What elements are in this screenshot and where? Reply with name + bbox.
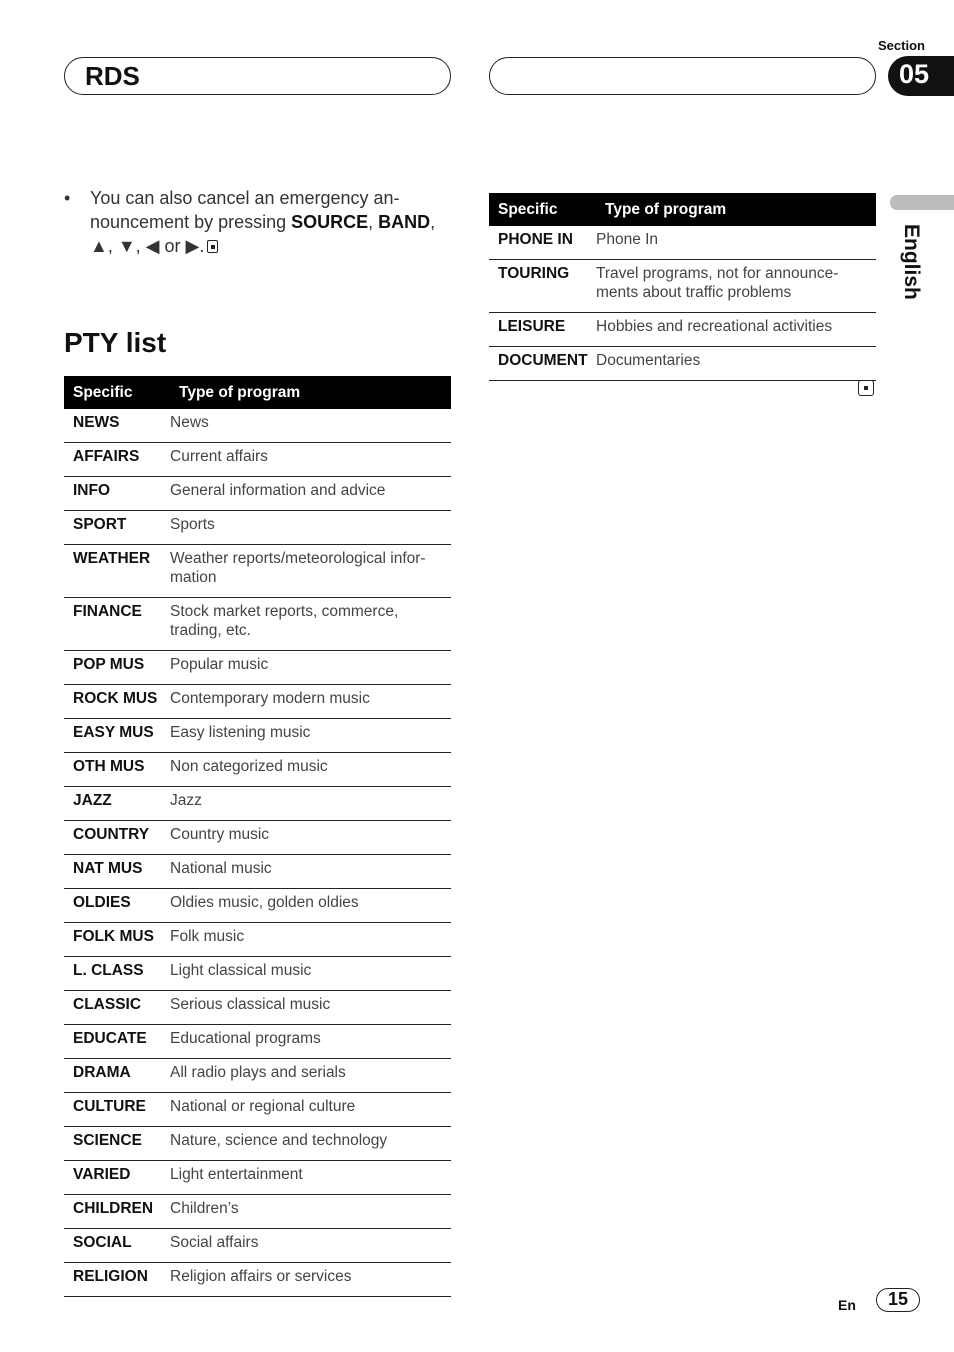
pty-code-cell (64, 1059, 170, 1093)
pty-description: National or regional culture (170, 1098, 356, 1115)
pty-description-cell (170, 753, 451, 787)
pty-description: Children’s (170, 1200, 239, 1217)
table-row (64, 1025, 451, 1059)
pty-code-cell (64, 1195, 170, 1229)
pty-description: Contemporary modern music (170, 690, 370, 707)
pty-code: TOURING (498, 265, 570, 282)
note-arrow-keys: ▲, ▼, ◀ or ▶. (90, 236, 205, 256)
pty-description: Light classical music (170, 962, 312, 979)
pty-code: COUNTRY (73, 826, 150, 843)
pty-description: Jazz (170, 792, 202, 809)
end-of-section-icon (858, 380, 874, 396)
pty-description: News (170, 414, 209, 431)
pty-code-cell (64, 821, 170, 855)
pty-code-cell (64, 545, 170, 598)
pty-code-cell (64, 477, 170, 511)
table-row (64, 1127, 451, 1161)
pty-code: VARIED (73, 1166, 131, 1183)
pty-code-cell (64, 923, 170, 957)
pty-code: RELIGION (73, 1268, 148, 1285)
table-row (64, 443, 451, 477)
pty-code: DOCUMENT (498, 352, 588, 369)
pty-description-cell (170, 1195, 451, 1229)
pty-description-cell (170, 409, 451, 443)
note-text-start: You can also cancel an emergency an- nouncement by pressing (90, 188, 400, 232)
header-blank-pill (489, 57, 876, 95)
pty-code: INFO (73, 482, 111, 499)
pty-code-cell (64, 991, 170, 1025)
pty-code: CHILDREN (73, 1200, 154, 1217)
pty-code: L. CLASS (73, 962, 144, 979)
table-row (64, 598, 451, 651)
pty-table-left (64, 376, 451, 1297)
emergency-cancel-note (64, 186, 454, 258)
pty-code: FINANCE (73, 603, 142, 620)
pty-code-cell (489, 313, 596, 347)
pty-description-cell (170, 1059, 451, 1093)
pty-code: OLDIES (73, 894, 131, 911)
pty-code: POP MUS (73, 656, 145, 673)
pty-description: Social affairs (170, 1234, 259, 1251)
language-tab-label: English (900, 224, 923, 300)
table-row (489, 260, 876, 313)
pty-description: Popular music (170, 656, 269, 673)
pty-code-cell (64, 1127, 170, 1161)
pty-code-cell (64, 511, 170, 545)
section-number: 05 (899, 59, 930, 89)
stop-icon (207, 240, 218, 253)
pty-code-cell (64, 443, 170, 477)
bullet-marker: • (64, 188, 71, 208)
pty-code: SPORT (73, 516, 127, 533)
section-label: Section (878, 38, 925, 53)
pty-description-cell (170, 1127, 451, 1161)
pty-description: All radio plays and serials (170, 1064, 346, 1081)
pty-description: Phone In (596, 231, 659, 248)
table-row (64, 1093, 451, 1127)
pty-description: Light entertainment (170, 1166, 303, 1183)
pty-description-cell (170, 1161, 451, 1195)
pty-description-cell (596, 226, 876, 260)
pty-description: Weather reports/meteorological infor- mation (170, 550, 426, 586)
pty-description-cell (170, 511, 451, 545)
pty-description-cell (170, 1229, 451, 1263)
pty-description: Oldies music, golden oldies (170, 894, 359, 911)
table-row (64, 957, 451, 991)
pty-description: National music (170, 860, 272, 877)
pty-description-cell (170, 685, 451, 719)
column-header-type: Type of program (170, 376, 451, 409)
pty-code: JAZZ (73, 792, 112, 809)
pty-description: Hobbies and recreational activities (596, 318, 833, 335)
note-sep-2: , (430, 212, 436, 232)
pty-code-cell (64, 719, 170, 753)
table-header-row (489, 193, 876, 226)
pty-code-cell (64, 685, 170, 719)
table-header-row (64, 376, 451, 409)
pty-description: Current affairs (170, 448, 268, 465)
pty-code: CLASSIC (73, 996, 142, 1013)
pty-description-cell (170, 443, 451, 477)
pty-code-cell (64, 1025, 170, 1059)
pty-code-cell (64, 1161, 170, 1195)
pty-code-cell (64, 1093, 170, 1127)
pty-description: Easy listening music (170, 724, 311, 741)
pty-code: LEISURE (498, 318, 566, 335)
pty-code-cell (64, 1229, 170, 1263)
pty-code: CULTURE (73, 1098, 146, 1115)
table-row (64, 545, 451, 598)
chapter-title: RDS (85, 61, 140, 91)
footer-language-code: En (838, 1297, 856, 1313)
table-row (64, 991, 451, 1025)
pty-code: EASY MUS (73, 724, 154, 741)
table-row (64, 685, 451, 719)
pty-description: Sports (170, 516, 215, 533)
pty-description: General information and advice (170, 482, 386, 499)
table-row (64, 719, 451, 753)
pty-code-cell (64, 598, 170, 651)
pty-description-cell (170, 991, 451, 1025)
pty-code-cell (64, 787, 170, 821)
table-row (64, 889, 451, 923)
pty-description-cell (170, 651, 451, 685)
pty-description: Educational programs (170, 1030, 321, 1047)
pty-description: Serious classical music (170, 996, 331, 1013)
table-row (489, 347, 876, 381)
pty-code-cell (64, 651, 170, 685)
pty-description: Folk music (170, 928, 245, 945)
column-header-specific: Specific (64, 376, 170, 409)
table-row (64, 409, 451, 443)
pty-code-cell (64, 409, 170, 443)
pty-description: Country music (170, 826, 270, 843)
pty-description: Documentaries (596, 352, 701, 369)
pty-description-cell (596, 313, 876, 347)
note-sep-1: , (368, 212, 379, 232)
pty-description: Stock market reports, commerce, trading, etc. (170, 603, 399, 639)
pty-code-cell (489, 260, 596, 313)
chapter-title-pill (64, 57, 451, 95)
pty-code: WEATHER (73, 550, 151, 567)
key-source: SOURCE (291, 212, 369, 232)
note-text (90, 186, 454, 258)
pty-code: FOLK MUS (73, 928, 154, 945)
table-row (489, 313, 876, 347)
table-row (489, 226, 876, 260)
pty-code: SOCIAL (73, 1234, 132, 1251)
pty-code: AFFAIRS (73, 448, 140, 465)
table-row (64, 1161, 451, 1195)
pty-description-cell (170, 1093, 451, 1127)
pty-code-cell (64, 1263, 170, 1297)
pty-code: OTH MUS (73, 758, 145, 775)
pty-description-cell (170, 923, 451, 957)
pty-description: Nature, science and technology (170, 1132, 388, 1149)
table-row (64, 821, 451, 855)
table-row (64, 787, 451, 821)
pty-code-cell (489, 226, 596, 260)
pty-code: ROCK MUS (73, 690, 158, 707)
pty-code: NAT MUS (73, 860, 143, 877)
pty-description-cell (170, 1025, 451, 1059)
section-tab (888, 56, 954, 96)
pty-code-cell (64, 753, 170, 787)
page-number: 15 (876, 1288, 920, 1312)
pty-description-cell (596, 347, 876, 381)
pty-code-cell (64, 855, 170, 889)
table-row (64, 511, 451, 545)
pty-description-cell (596, 260, 876, 313)
pty-description-cell (170, 855, 451, 889)
pty-code: SCIENCE (73, 1132, 142, 1149)
pty-code: DRAMA (73, 1064, 131, 1081)
table-row (64, 1263, 451, 1297)
pty-code-cell (64, 957, 170, 991)
key-band: BAND (378, 212, 431, 232)
pty-description-cell (170, 598, 451, 651)
pty-table-right (489, 193, 876, 381)
pty-code: EDUCATE (73, 1030, 147, 1047)
table-row (64, 923, 451, 957)
table-row (64, 1229, 451, 1263)
pty-description: Travel programs, not for announce- ments about traffic problems (596, 265, 839, 301)
table-row (64, 855, 451, 889)
pty-description-cell (170, 477, 451, 511)
table-row (64, 651, 451, 685)
table-row (64, 1059, 451, 1093)
table-row (64, 477, 451, 511)
pty-code: PHONE IN (498, 231, 573, 248)
pty-description-cell (170, 889, 451, 923)
pty-description: Non categorized music (170, 758, 328, 775)
pty-description: Religion affairs or services (170, 1268, 352, 1285)
pty-list-heading: PTY list (64, 327, 167, 358)
column-header-type: Type of program (596, 193, 876, 226)
pty-description-cell (170, 957, 451, 991)
table-row (64, 753, 451, 787)
language-tab-bar (890, 195, 954, 210)
pty-description-cell (170, 821, 451, 855)
pty-code-cell (64, 889, 170, 923)
column-header-specific: Specific (489, 193, 596, 226)
table-row (64, 1195, 451, 1229)
pty-description-cell (170, 1263, 451, 1297)
pty-description-cell (170, 719, 451, 753)
pty-description-cell (170, 787, 451, 821)
pty-code: NEWS (73, 414, 120, 431)
pty-description-cell (170, 545, 451, 598)
pty-code-cell (489, 347, 596, 381)
